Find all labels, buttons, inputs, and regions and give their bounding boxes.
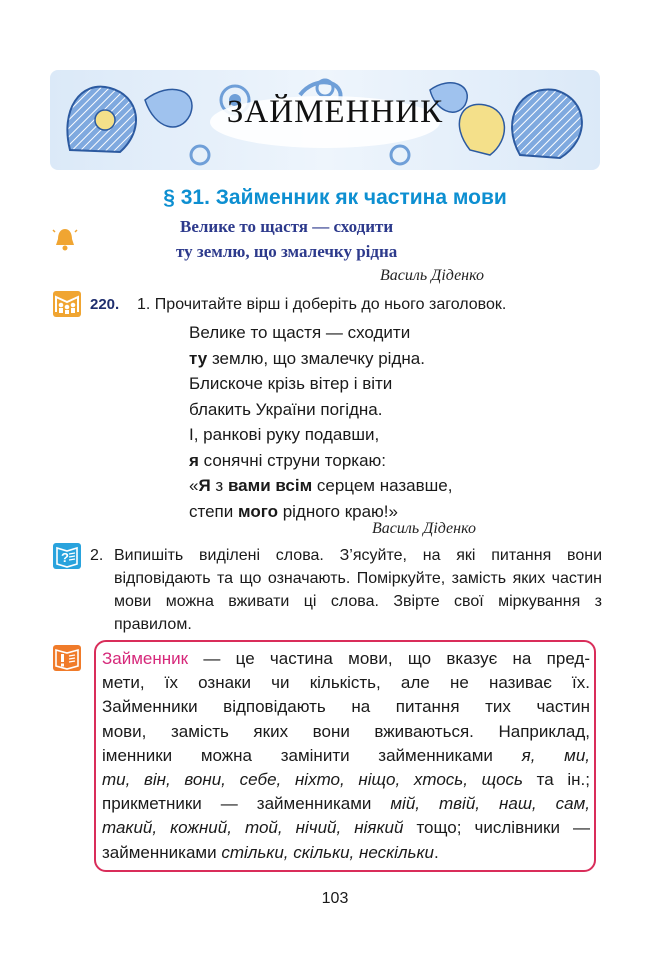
bell-icon <box>52 226 78 252</box>
chapter-title: ЗАЙМЕННИК <box>226 94 444 130</box>
group-work-icon <box>52 290 82 318</box>
poem-line: блакить України погідна. <box>189 399 383 419</box>
poem-line: степи мого рідного краю!» <box>189 501 398 521</box>
poem-line: «Я з вами всім серцем назавше, <box>189 476 453 495</box>
rule-line: ти, він, вони, себе, ніхто, ніщо, хтось, щось та ін.; <box>102 770 590 790</box>
poem-line: І, ранкові руку подавши, <box>189 425 380 444</box>
rule-line: такий, кожний, той, нічий, ніякий тощо; числівники — <box>102 818 590 838</box>
rule-line: прикметники — займенниками мій, твій, наш, сам, <box>102 794 590 814</box>
rule-line: мови, замість яких вони вживаються. Наприклад, <box>102 721 590 741</box>
rule-line: мети, їх ознаки чи кількість, але не називає їх. <box>102 673 590 693</box>
poem-author: Василь Діденко <box>372 520 476 537</box>
rule-line: іменники можна замінити займенниками я, ми, <box>102 745 590 765</box>
epigraph-line-2: ту землю, що змалечку рідна <box>176 242 398 261</box>
rule-text <box>102 647 590 865</box>
poem <box>189 320 452 524</box>
rule-line: Займенники відповідають на питання тих частин <box>102 697 590 717</box>
poem-line: я сонячні струни торкаю: <box>189 450 387 470</box>
exercise-task-2 <box>90 544 602 636</box>
poem-line: Блискоче крізь вітер і віти <box>189 374 393 393</box>
section-title: § 31. Займенник як частина мови <box>163 186 507 209</box>
rule-line: Займенник — це частина мови, що вказує на пред- <box>102 649 590 668</box>
poem-line: ту землю, що змалечку рідна. <box>189 348 425 368</box>
page-number: 103 <box>321 890 349 907</box>
task-2-number: 2. <box>90 547 104 564</box>
rule-line: займенниками стільки, скільки, нескільки. <box>102 842 439 862</box>
attention-book-icon <box>52 644 82 672</box>
question-book-icon <box>52 542 82 570</box>
epigraph-line-1: Велике то щастя — сходити <box>180 217 394 236</box>
exercise-task-1: 1. Прочитайте вірш і доберіть до нього заголовок. <box>137 296 507 313</box>
exercise-number: 220. <box>90 296 120 313</box>
svg-text:?: ? <box>61 550 69 565</box>
task-2-text: Випишіть виділені слова. З’ясуйте, на які питання вони відповідають та що означають. Поміркуйте, замість яких частин мови можна вживати ці слова. Звірте свої міркування з правилом. <box>114 547 602 633</box>
poem-line: Велике то щастя — сходити <box>189 323 411 342</box>
rule-term: Займенник <box>102 649 189 668</box>
epigraph-author: Василь Діденко <box>380 267 484 284</box>
